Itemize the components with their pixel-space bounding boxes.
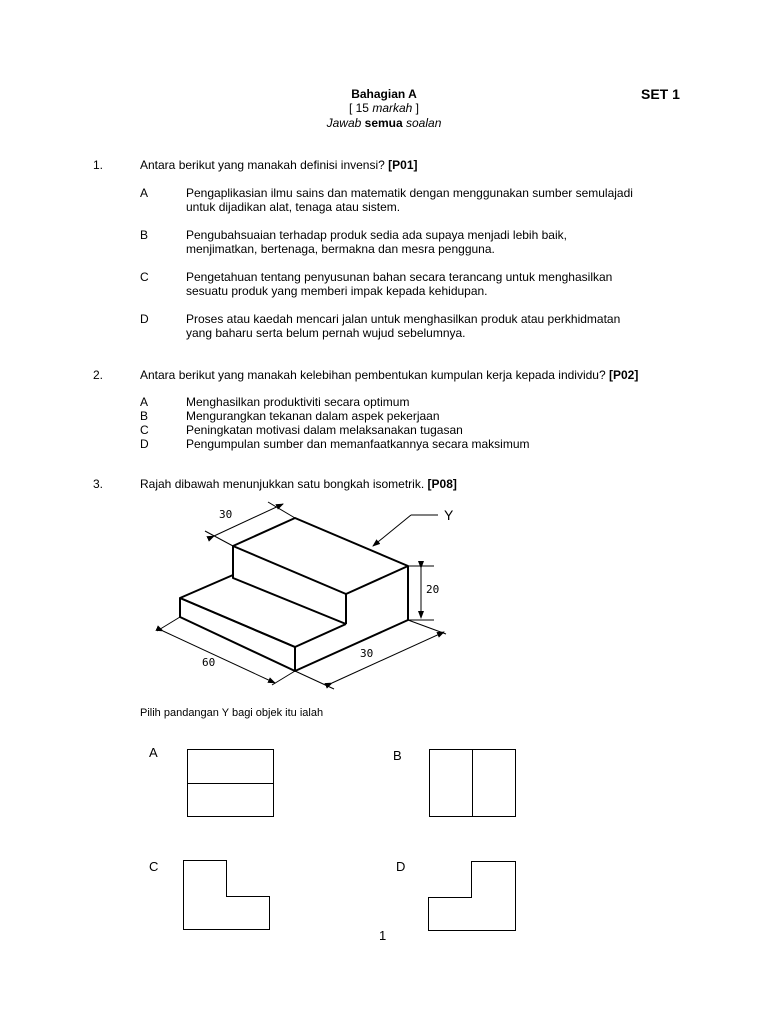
q2-option-text: Peningkatan motivasi dalam melaksanakan tugasan [186, 423, 463, 437]
choice-b-label: B [393, 748, 402, 763]
q2-option-letter: B [140, 409, 149, 423]
marks-line: [ 15 markah ] [348, 101, 420, 115]
dim-30-depth-line [332, 632, 444, 683]
q1-option-letter: C [140, 270, 149, 284]
choice-a-view[interactable] [187, 749, 274, 817]
view-y-label: Y [444, 507, 454, 523]
q1-option-text: Pengubahsuaian terhadap produk sedia ada supaya menjadi lebih baik, menjimatkan, bertenaga, bermakna dan mesra pengguna. [186, 228, 567, 256]
q1-option-letter: B [140, 228, 149, 242]
upper-top-face [233, 518, 408, 594]
q2-option-text: Pengumpulan sumber dan memanfaatkannya secara maksimum [186, 437, 530, 451]
lower-step-top-left-edge [180, 575, 233, 598]
q1-option-text: Pengetahuan tentang penyusunan bahan secara terancang untuk menghasilkan sesuatu produk yang memberi impak kepada kehidupan. [186, 270, 613, 298]
dim-60-line [163, 631, 275, 683]
page-number: 1 [379, 928, 387, 943]
q2-option-letter: C [140, 423, 149, 437]
section-title: Bahagian A [351, 87, 417, 101]
dim-label-top-width: 30 [219, 508, 233, 521]
q1-option-letter: A [140, 186, 149, 200]
lower-step-top-front-edge [180, 598, 346, 647]
dim-label-length: 60 [202, 656, 216, 669]
choice-d-view[interactable] [426, 859, 520, 933]
q1-number: 1. [93, 158, 104, 172]
right-face-edges [295, 566, 408, 671]
dim-label-height: 20 [426, 583, 440, 596]
q1-text: Antara berikut yang manakah definisi invensi? [P01] [140, 158, 418, 172]
choice-d-label: D [396, 859, 406, 874]
choice-a-horizontal-line [188, 783, 273, 784]
upper-front-face [233, 546, 346, 624]
q2-option-text: Menghasilkan produktiviti secara optimum [186, 395, 410, 409]
q1-option-text: Proses atau kaedah mencari jalan untuk menghasilkan produk atau perkhidmatan yang baharu serta belum pernah wujud sebelumnya. [186, 312, 621, 340]
choice-c-label: C [149, 859, 159, 874]
q2-option-letter: D [140, 437, 149, 451]
q2-text: Antara berikut yang manakah kelebihan pembentukan kumpulan kerja kepada individu? [P02] [140, 368, 639, 382]
q3-prompt: Pilih pandangan Y bagi objek itu ialah [140, 707, 324, 719]
q2-number: 2. [93, 368, 104, 382]
choice-a-label: A [149, 745, 158, 760]
dim-label-depth: 30 [360, 647, 374, 660]
choice-b-view[interactable] [429, 749, 516, 817]
q2-option-letter: A [140, 395, 149, 409]
y-view-arrow [373, 515, 411, 546]
choice-b-vertical-line [472, 750, 473, 816]
q3-number: 3. [93, 477, 104, 491]
instruction-line: Jawab semua soalan [326, 116, 442, 130]
q2-option-text: Mengurangkan tekanan dalam aspek pekerjaan [186, 409, 440, 423]
q3-text: Rajah dibawah menunjukkan satu bongkah isometrik. [P08] [140, 477, 457, 491]
q1-option-text: Pengaplikasian ilmu sains dan matematik dengan menggunakan sumber semulajadi untuk dijadikan alat, tenaga atau sistem. [186, 186, 633, 214]
lower-step-front-face [180, 598, 295, 671]
choice-c-view[interactable] [181, 858, 273, 932]
q1-option-letter: D [140, 312, 149, 326]
set-label: SET 1 [641, 86, 680, 102]
